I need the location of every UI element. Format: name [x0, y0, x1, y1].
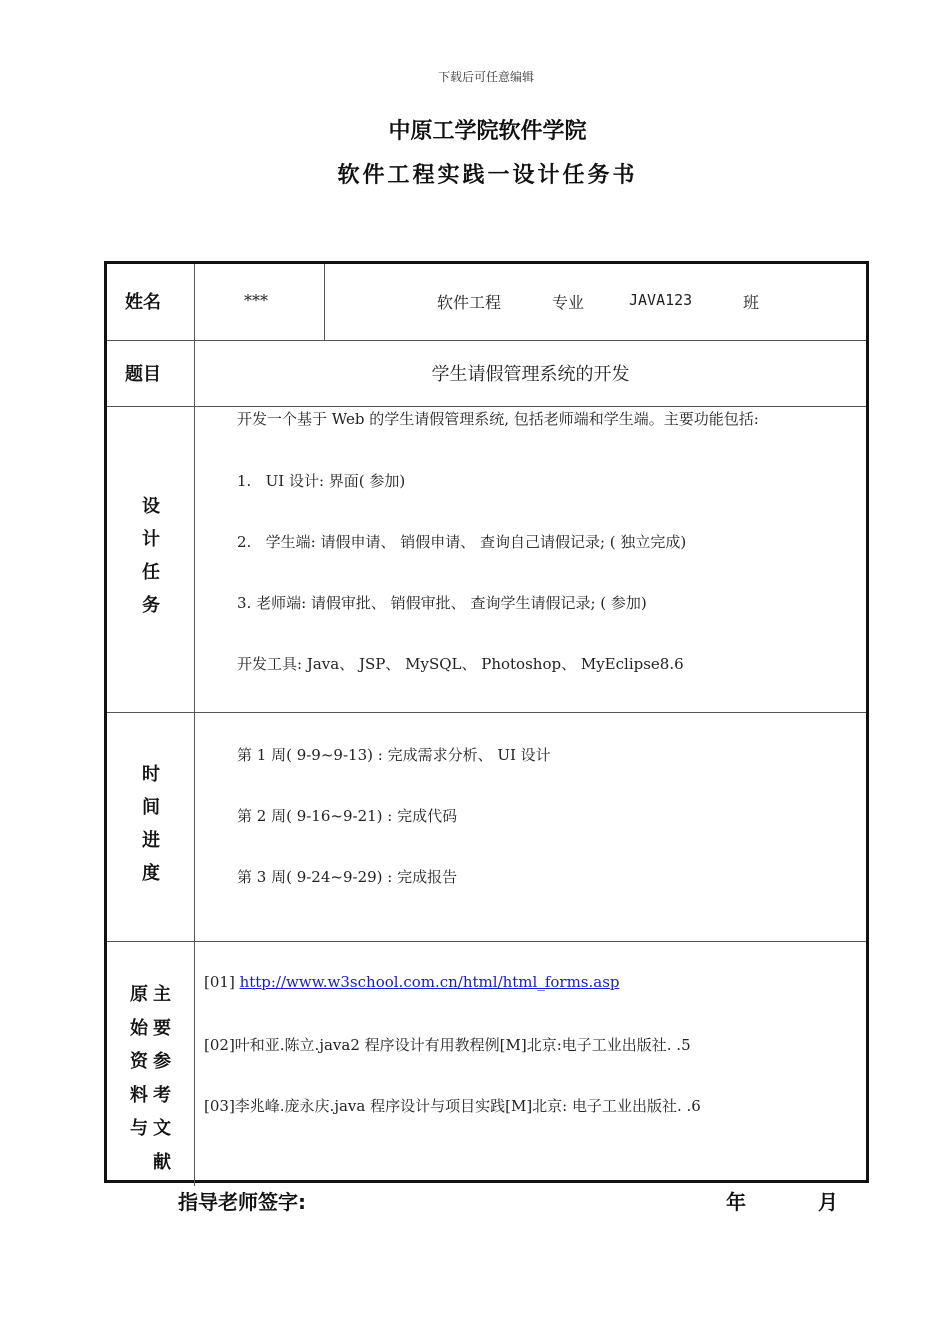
references-label-col-1	[128, 978, 150, 1146]
schedule-label-char: 间	[142, 797, 160, 818]
design-task-content	[195, 407, 866, 712]
design-task-label-char: 任	[142, 562, 160, 583]
design-task-row	[107, 407, 866, 713]
design-task-label-char: 计	[142, 529, 160, 550]
references-label-char: 始	[130, 1017, 148, 1039]
references-label-char: 资	[130, 1051, 148, 1072]
class-label: 班	[743, 293, 760, 312]
topic-label-cell	[107, 341, 195, 406]
topic-label: 题目	[125, 364, 161, 385]
task-item-ui: 1. UI 设计: 界面( 参加)	[237, 472, 406, 490]
references-content	[195, 942, 866, 1186]
schedule-week-1: 第 1 周( 9-9~9-13) : 完成需求分析、 UI 设计	[237, 746, 551, 764]
name-value-cell	[195, 264, 325, 340]
reference-2: [02]叶和亚.陈立.java2 程序设计有用教程例[M]北京:电子工业出版社. .5	[204, 1036, 691, 1054]
schedule-label-char: 度	[142, 863, 160, 884]
schedule-content	[195, 713, 866, 941]
class-info-cell	[325, 264, 866, 340]
name-value: ***	[244, 291, 268, 310]
schedule-label-cell	[107, 713, 195, 941]
name-label-cell	[107, 264, 195, 340]
school-title: 中原工学院软件学院	[388, 119, 587, 144]
references-label-char: 与	[130, 1118, 148, 1139]
topic-row	[107, 341, 866, 407]
reference-3: [03]李兆峰.庞永庆.java 程序设计与项目实践[M]北京: 电子工业出版社. .6	[204, 1097, 701, 1115]
references-label-char: 料	[130, 1084, 148, 1106]
document-title: 软件工程实践一设计任务书	[337, 163, 638, 188]
name-row	[107, 264, 866, 341]
schedule-row	[107, 713, 866, 942]
topic-value: 学生请假管理系统的开发	[431, 364, 630, 385]
signature-year-label: 年	[726, 1190, 746, 1214]
design-task-label	[107, 490, 195, 622]
references-label-char: 要	[153, 1017, 171, 1039]
reference-1-link[interactable]: http://www.w3school.com.cn/html/html_forms.asp	[239, 973, 620, 991]
task-intro: 开发一个基于 Web 的学生请假管理系统, 包括老师端和学生端。主要功能包括:	[237, 410, 759, 428]
task-table	[104, 261, 869, 1183]
name-label: 姓名	[125, 292, 161, 313]
task-dev-tools: 开发工具: Java、 JSP、 MySQL、 Photoshop、 MyEclipse8.6	[237, 655, 684, 673]
task-item-student: 2. 学生端: 请假申请、 销假申请、 查询自己请假记录; ( 独立完成)	[237, 533, 687, 551]
reference-1	[204, 973, 620, 991]
references-label-cell	[107, 942, 195, 1186]
references-label-char: 原	[130, 984, 148, 1005]
references-label-char: 献	[153, 1151, 171, 1173]
schedule-week-2: 第 2 周( 9-16~9-21) : 完成代码	[237, 807, 458, 825]
major-value: 软件工程	[437, 293, 502, 312]
signature-month-label: 月	[818, 1190, 838, 1214]
references-label-char: 考	[153, 1084, 171, 1106]
design-task-label-char: 务	[142, 595, 160, 616]
task-item-teacher: 3. 老师端: 请假审批、 销假审批、 查询学生请假记录; ( 参加)	[237, 594, 647, 612]
advisor-signature-label: 指导老师签字:	[178, 1190, 306, 1214]
design-task-label-cell	[107, 407, 195, 712]
class-value: JAVA123	[629, 291, 693, 309]
references-label-char: 文	[153, 1118, 171, 1139]
references-row	[107, 942, 866, 1186]
schedule-label-char: 进	[142, 830, 160, 851]
header-note: 下载后可任意编辑	[437, 70, 534, 84]
reference-1-prefix: [01]	[204, 973, 240, 991]
references-label-col-2	[151, 978, 173, 1179]
references-label-char: 参	[153, 1051, 171, 1072]
major-label: 专业	[552, 293, 585, 312]
schedule-week-3: 第 3 周( 9-24~9-29) : 完成报告	[237, 868, 458, 886]
schedule-label	[107, 758, 195, 890]
topic-value-cell	[195, 341, 866, 406]
schedule-label-char: 时	[142, 764, 160, 785]
references-label-char: 主	[153, 984, 171, 1005]
design-task-label-char: 设	[142, 496, 160, 517]
